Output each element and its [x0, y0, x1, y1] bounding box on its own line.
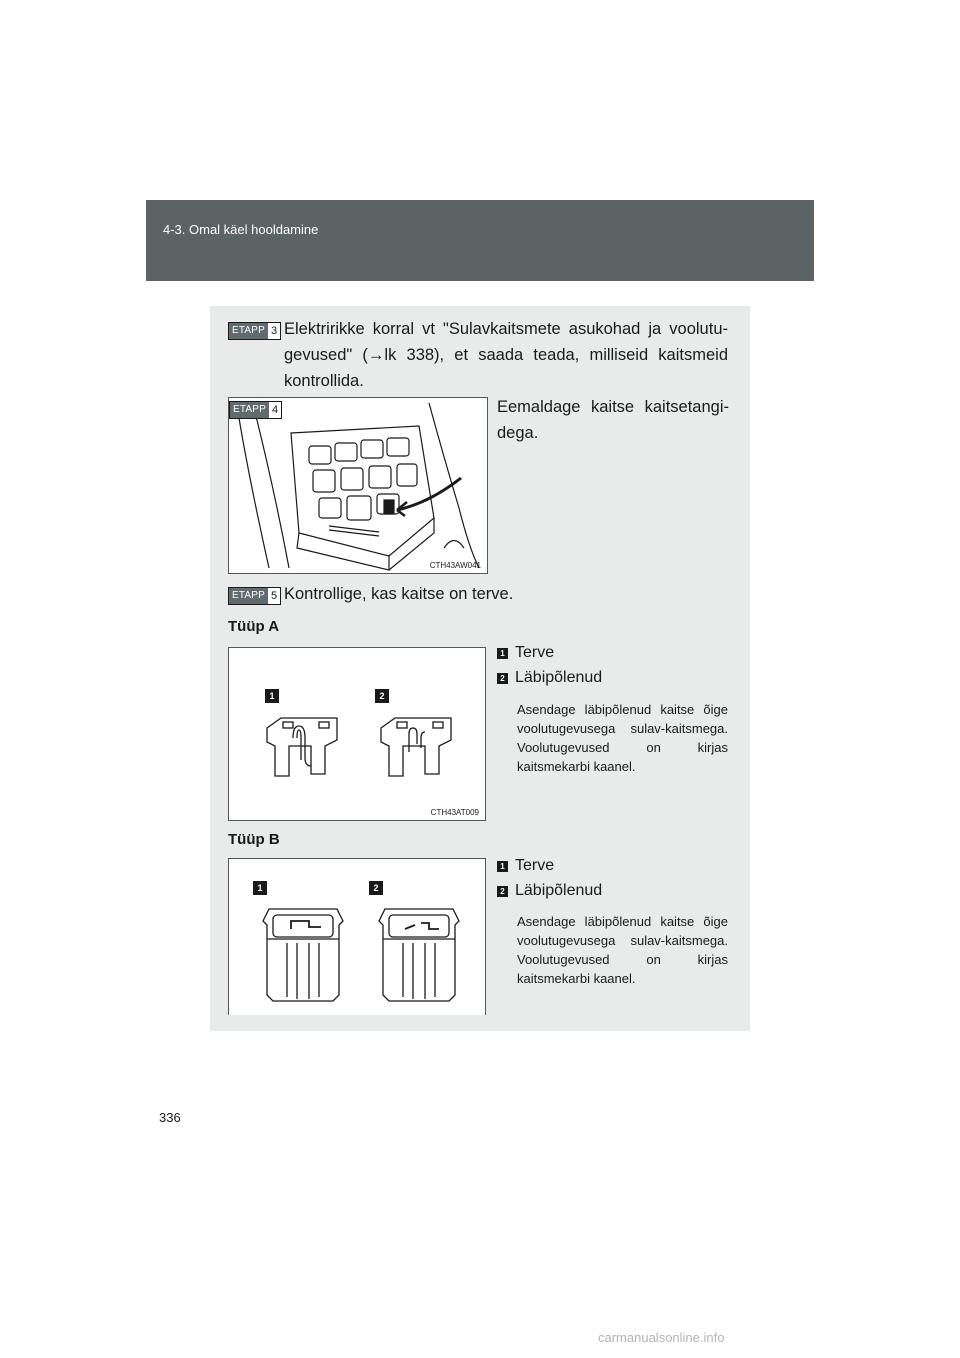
legend-label: Terve — [515, 644, 555, 661]
step-5-text: Kontrollige, kas kaitse on terve. — [284, 585, 514, 603]
type-b-fuse-illustration — [229, 859, 485, 1015]
type-b-note: Asendage läbipõlenud kaitse õige voolutugevusega sulav-kaitsmega. Voolutugevused on kirjas kaitsmekarbi kaanel. — [517, 914, 728, 986]
step-badge-word: ETAPP — [229, 588, 268, 604]
type-b-heading: Tüüp B — [228, 831, 280, 848]
legend-label: Läbipõlenud — [515, 882, 603, 899]
figure-marker-1: 1 — [265, 689, 279, 703]
step-badge-word: ETAPP — [230, 402, 269, 418]
type-b-legend-2 — [497, 882, 602, 900]
page-number: 336 — [159, 1110, 181, 1125]
step-badge-number: 4 — [269, 402, 281, 418]
section-title: 4-3. Omal käel hooldamine — [163, 222, 319, 237]
legend-marker: 1 — [497, 648, 508, 659]
figure-marker-2: 2 — [369, 881, 383, 895]
type-a-legend-1 — [497, 644, 554, 662]
step-badge-number: 3 — [268, 323, 280, 339]
type-a-legend-2 — [497, 669, 602, 687]
type-a-note: Asendage läbipõlenud kaitse õige voolutugevusega sulav-kaitsmega. Voolutugevused on kirjas kaitsmekarbi kaanel. — [517, 702, 728, 774]
type-b-figure — [228, 858, 486, 1015]
type-a-figure — [228, 647, 486, 821]
step-badge-number: 5 — [268, 588, 280, 604]
legend-label: Läbipõlenud — [515, 669, 603, 686]
step-4-text: Eemaldage kaitse kaitsetangi-dega. — [497, 398, 729, 442]
figure-marker-1: 1 — [253, 881, 267, 895]
legend-marker: 2 — [497, 673, 508, 684]
legend-label: Terve — [515, 857, 555, 874]
step-badge-3 — [228, 322, 281, 340]
fuse-box-illustration — [229, 398, 487, 573]
step-3-text: Elektririkke korral vt "Sulavkaitsmete asukohad ja voolutu-gevused" (→lk 338), et saada teada, milliseid kaitsmeid kontrollida. — [284, 320, 728, 390]
type-a-heading: Tüüp A — [228, 618, 280, 635]
type-b-legend-1 — [497, 857, 554, 875]
figure-marker-2: 2 — [375, 689, 389, 703]
fuse-box-figure — [228, 397, 488, 574]
figure-code: CTH43AW041 — [429, 561, 481, 570]
step-badge-word: ETAPP — [229, 323, 268, 339]
section-header-band — [146, 200, 814, 281]
legend-marker: 1 — [497, 861, 508, 872]
legend-marker: 2 — [497, 886, 508, 897]
figure-code: CTH43AT009 — [430, 808, 479, 817]
step-badge-5 — [228, 587, 281, 605]
type-a-fuse-illustration — [229, 648, 485, 820]
watermark: carmanualsonline.info — [598, 1330, 725, 1345]
step-badge-4 — [229, 401, 282, 419]
